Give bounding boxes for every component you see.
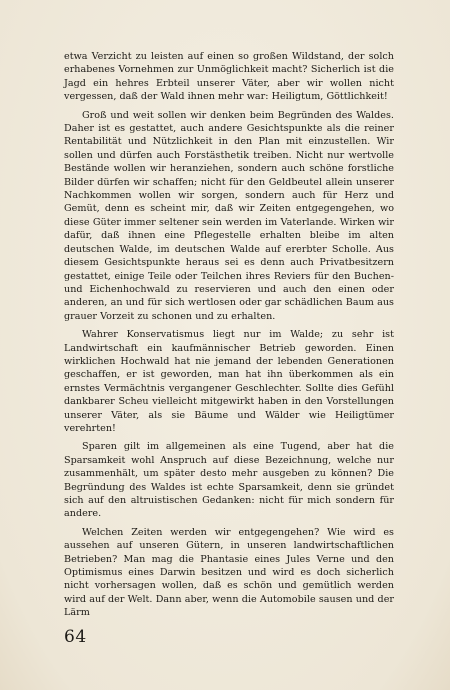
body-text <box>64 50 394 625</box>
page-number: 64 <box>64 627 87 647</box>
paragraph-1: etwa Verzicht zu leisten auf einen so großen Wildstand, der solch erhabenes Vornehmen zur Unmöglichkeit macht? Sicherlich ist die Jagd ein hehres Erbteil unserer Väter, aber wir wollen nicht vergessen, daß der Wald ihnen mehr war: Heiligtum, Göttlichkeit! <box>64 51 394 103</box>
paragraph-4: Sparen gilt im allgemeinen als eine Tugend, aber hat die Sparsamkeit wohl Anspruch auf diese Bezeichnung, welche nur zusammenhält, um später desto mehr ausgeben zu können? Die Begründung des Waldes ist echte Sparsamkeit, denn sie gründet sich auf den altruistischen Gedanken: nicht für mich sondern für andere. <box>64 441 394 520</box>
paragraph-2: Groß und weit sollen wir denken beim Begründen des Waldes. Daher ist es gestattet, auch andere Gesichtspunkte als die reiner Rentabilität und Nützlichkeit in den Plan mit einzustellen. Wir sollen und dürfen auch Forstästhetik treiben. Nicht nur wertvolle Bestände wollen wir heranziehen, sondern auch schöne forstliche Bilder dürfen wir schaffen; nicht für den Geldbeutel allein unserer Nachkommen wollen wir sorgen, sondern auch für Herz und Gemüt, denn es scheint mir, daß wir Zeiten entgegengehen, wo diese Güter immer seltener sein werden im Vaterlande. Wirken wir dafür, daß ihnen eine Pflegestelle erhalten bleibe im alten deutschen Walde, im deutschen Walde auf ererbter Scholle. Aus diesem Gesichtspunkte heraus sei es denn auch Privatbesitzern gestattet, einige Teile oder Teilchen ihres Reviers für den Buchen- und Eichenhochwald zu reservieren und auch den einen oder anderen, an und für sich wertlosen oder gar schädlichen Baum aus grauer Vorzeit zu schonen und zu erhalten. <box>64 109 394 322</box>
paragraph-3: Wahrer Konservatismus liegt nur im Walde; zu sehr ist Landwirtschaft ein kaufmännischer Betrieb geworden. Einen wirklichen Hochwald hat nie jemand der lebenden Generationen geschaffen, er ist geworden, man hat ihn überkommen als ein ernstes Vermächtnis vergangener Geschlechter. Sollte dies Gefühl dankbarer Scheu vielleicht mitgewirkt haben in den Vorstellungen unserer Väter, als sie Bäume und Wälder wie Heiligtümer verehrten! <box>64 329 394 434</box>
paragraph-5: Welchen Zeiten werden wir entgegengehen? Wie wird es aussehen auf unseren Gütern, in unseren landwirtschaftlichen Betrieben? Man mag die Phantasie eines Jules Verne und den Optimismus eines Darwin besitzen und wird es doch sicherlich nicht vorhersagen wollen, daß es schön und gemütlich werden wird auf der Welt. Dann aber, wenn die Automobile sausen und der Lärm <box>64 526 394 619</box>
